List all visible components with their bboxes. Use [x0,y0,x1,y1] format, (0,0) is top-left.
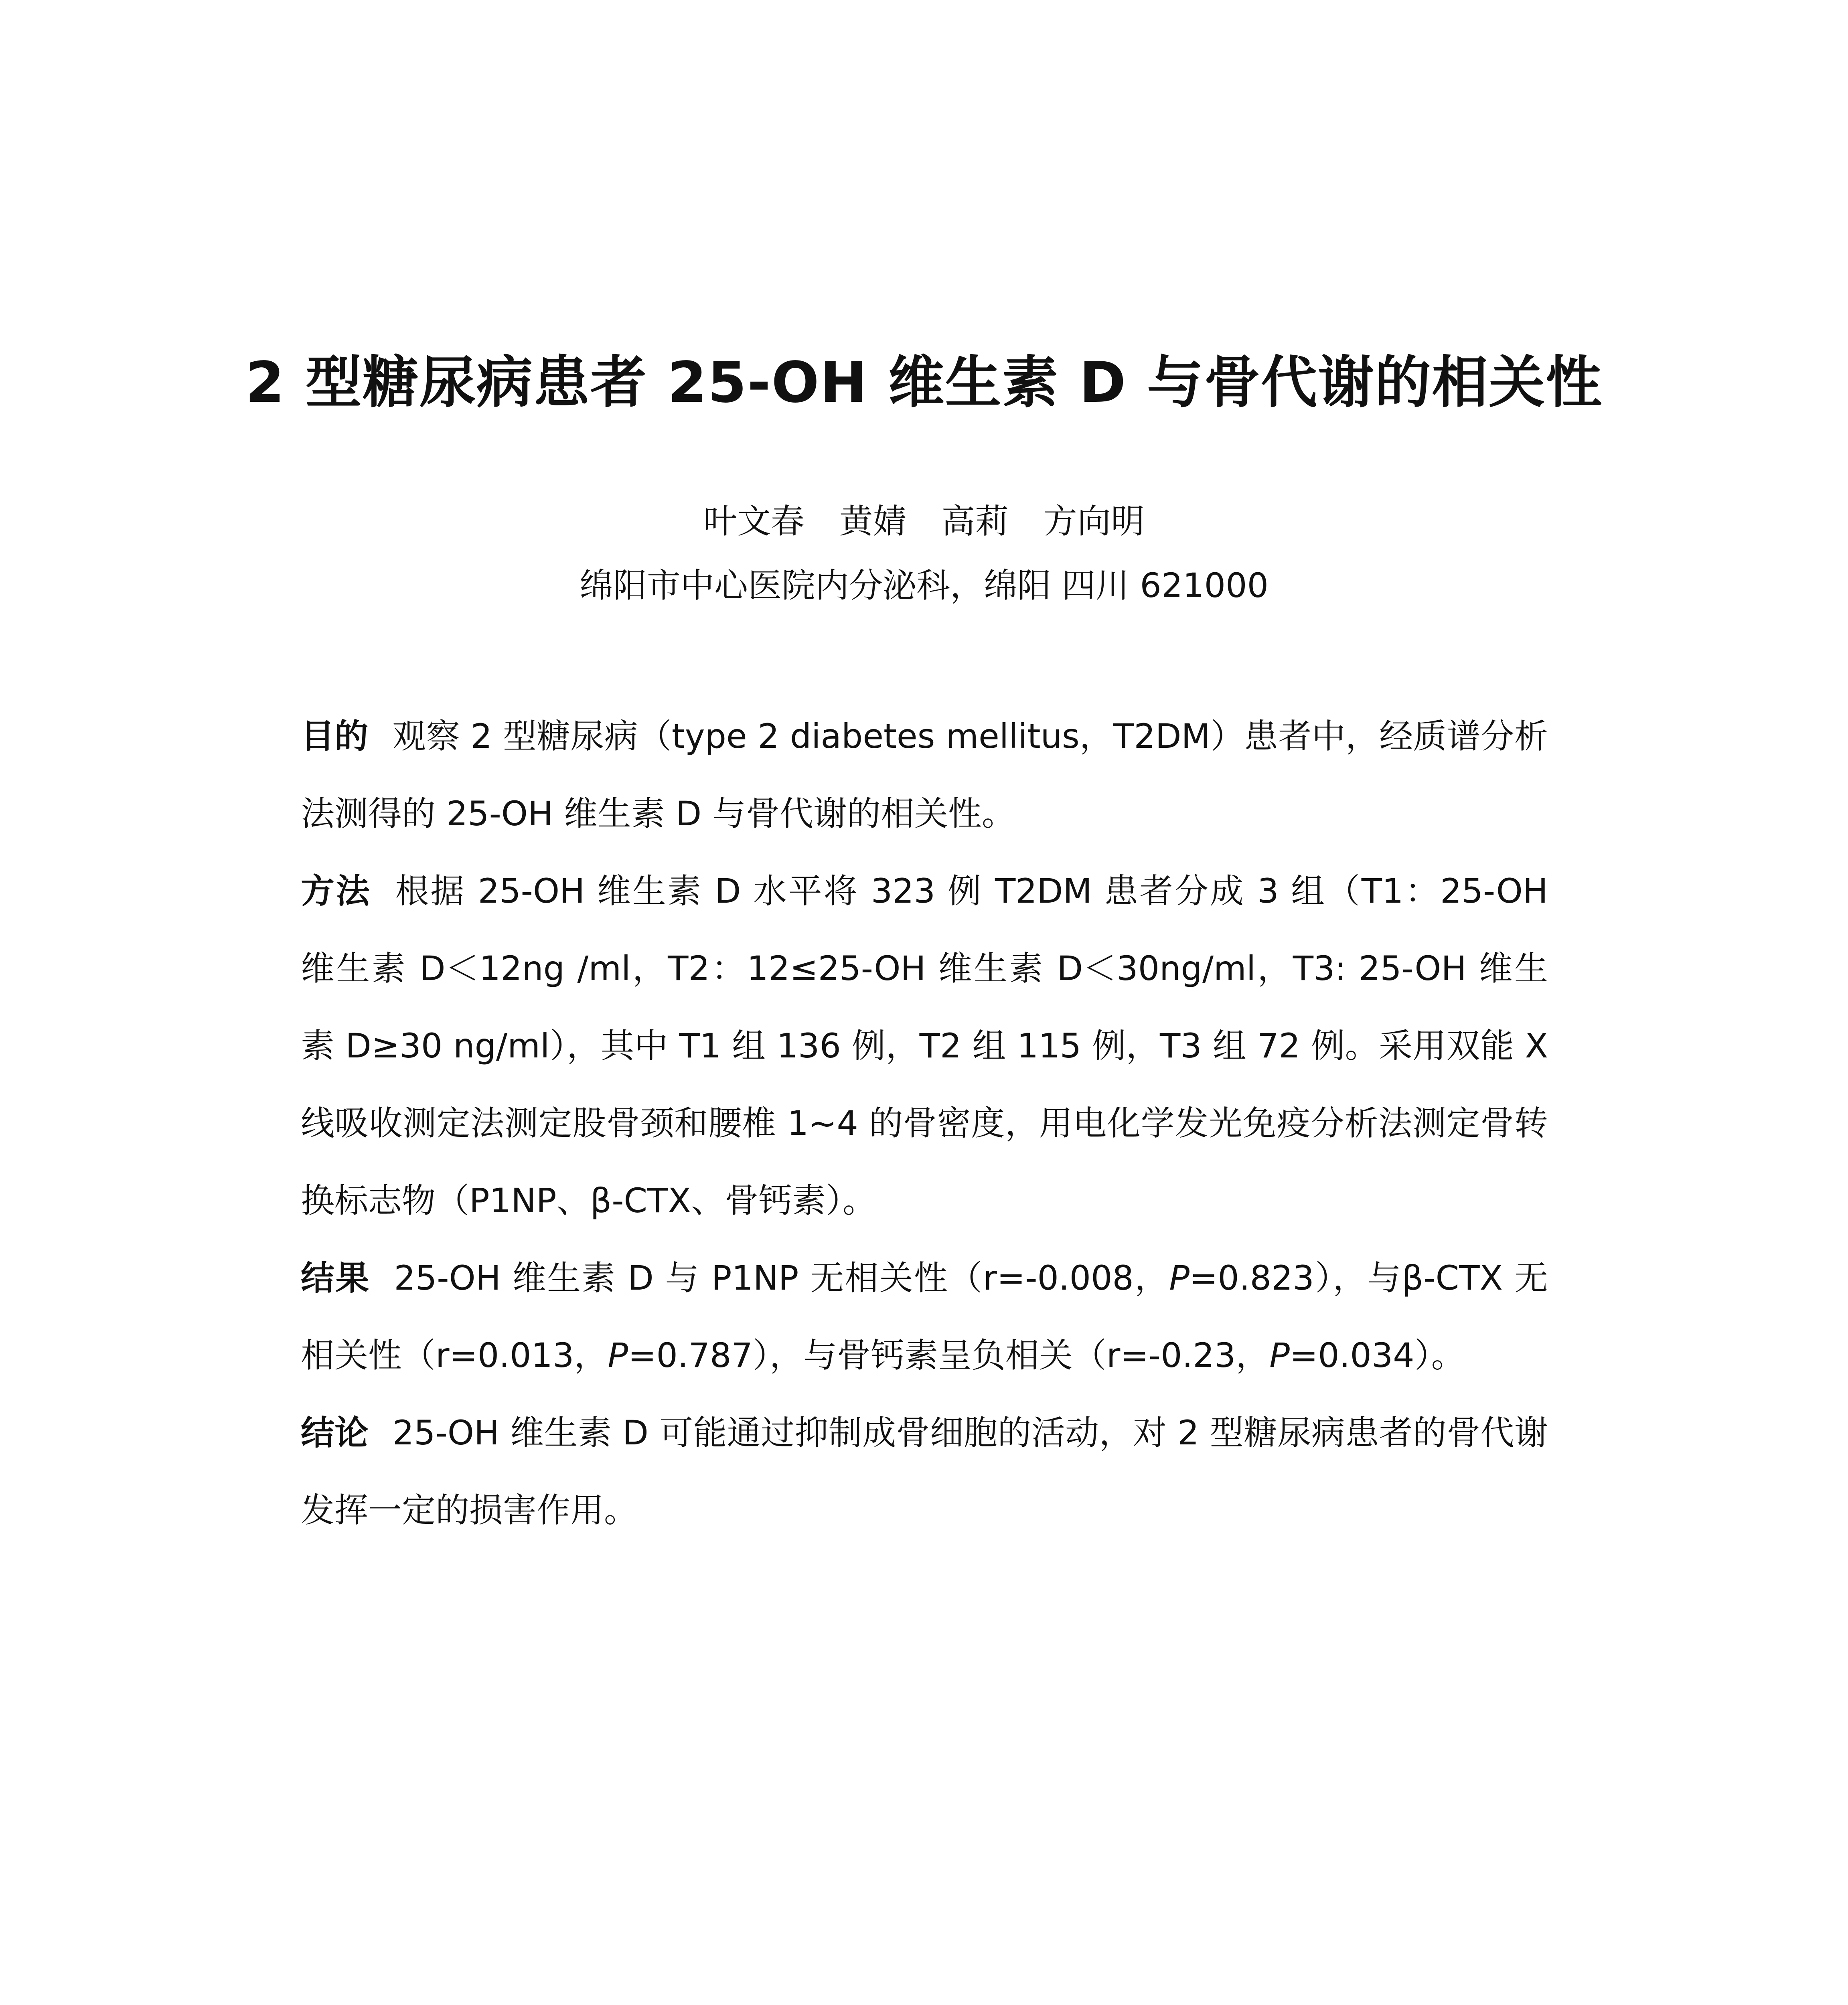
p-value-symbol: P [608,1336,628,1375]
abstract [301,698,1548,1549]
author-affiliation: 绵阳市中心医院内分泌科，绵阳 四川 621000 [579,566,1269,605]
methods-label: 方法 [301,871,371,911]
paper-title: 2 型糖尿病患者 25-OH 维生素 D 与骨代谢的相关性 [245,350,1603,415]
abstract-objective [301,698,1548,853]
conclusion-label: 结论 [301,1413,369,1452]
objective-text: 观察 2 型糖尿病（type 2 diabetes mellitus，T2DM）患者中，经质谱分析法测得的 25-OH 维生素 D 与骨代谢的相关性。 [301,717,1548,833]
abstract-methods [301,853,1548,1239]
results-text-1: 25-OH 维生素 D 与 P1NP 无相关性（r=-0.008， [394,1258,1169,1298]
p-value-symbol: P [1269,1336,1290,1375]
abstract-results [301,1239,1548,1394]
results-text-3: =0.787），与骨钙素呈负相关（r=-0.23， [628,1336,1270,1375]
p-value-symbol: P [1169,1258,1190,1298]
author-list: 叶文春 黄婧 高莉 方向明 [703,502,1145,541]
methods-text: 根据 25-OH 维生素 D 水平将 323 例 T2DM 患者分成 3 组（T1：25-OH 维生素 D＜12ng /ml，T2：12≤25-OH 维生素 D＜30ng/ml，T3: 25-OH 维生素 D≥30 ng/ml），其中 T1 组 136 例，T2 组 115 例，T3 组 72 例。采用双能 X 线吸收测定法测定股骨颈和腰椎 1~4 的骨密度，用电化学发光免疫分析法测定骨转换标志物（P1NP、β-CTX、骨钙素）。 [301,871,1548,1220]
abstract-conclusion [301,1394,1548,1549]
objective-label: 目的 [301,717,369,756]
results-text-2: =0.823），与β-CTX 无相关性（r=0.013， [301,1258,1548,1375]
results-label: 结果 [301,1258,370,1298]
results-text-4: =0.034）。 [1289,1336,1465,1375]
conclusion-text: 25-OH 维生素 D 可能通过抑制成骨细胞的活动，对 2 型糖尿病患者的骨代谢发挥一定的损害作用。 [301,1413,1548,1530]
